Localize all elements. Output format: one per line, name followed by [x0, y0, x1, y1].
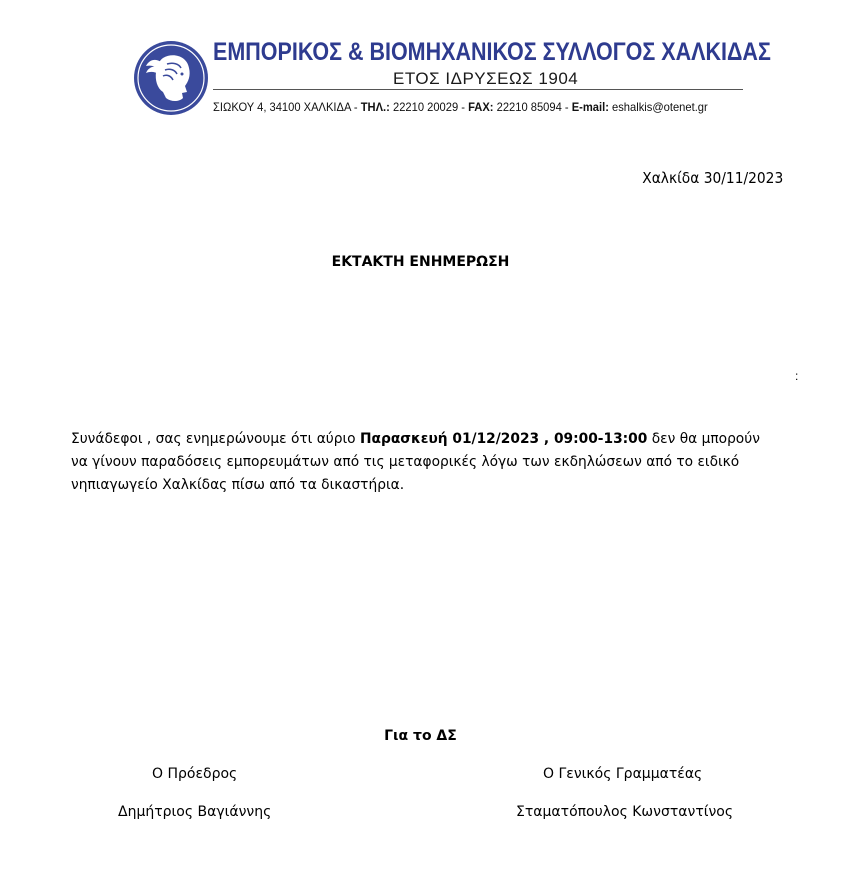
stray-mark: :	[795, 369, 799, 383]
fax-label: FAX:	[468, 100, 494, 114]
founding-year: ΕΤΟΣ ΙΔΡΥΣΕΩΣ 1904	[393, 69, 579, 88]
document-title: ΕΚΤΑΚΤΗ ΕΝΗΜΕΡΩΣΗ	[331, 254, 510, 270]
paragraph-intro: Συνάδεφοι , σας ενημερώνουμε ότι αύριο	[71, 431, 360, 447]
address: ΣΙΩΚΟΥ 4, 34100 ΧΑΛΚΙΔΑ -	[213, 100, 361, 114]
hermes-head-icon	[133, 40, 209, 116]
paragraph-rest: δεν θα μπορούν να γίνουν παραδόσεις εμπορευμάτων από τις μεταφορικές λόγω των εκδηλώσεων από το ειδικό νηπιαγωγείο Χαλκίδας πίσω από τα δικαστήρια.	[71, 431, 760, 493]
secretary-title: Ο Γενικός Γραμματέας	[543, 766, 703, 782]
for-board-label: Για το ΔΣ	[384, 728, 457, 744]
tel-number: 22210 20029 -	[389, 100, 469, 114]
contact-info	[213, 100, 708, 114]
date-line: Χαλκίδα 30/11/2023	[642, 169, 783, 187]
secretary-name: Σταματόπουλος Κωνσταντίνος	[516, 804, 734, 820]
organization-name: ΕΜΠΟΡΙΚΟΣ & ΒΙΟΜΗΧΑΝΙΚΟΣ ΣΥΛΛΟΓΟΣ ΧΑΛΚΙΔΑΣ	[213, 38, 771, 66]
paragraph-highlight: Παρασκευή 01/12/2023 , 09:00-13:00	[359, 431, 648, 447]
tel-label: ΤΗΛ.:	[360, 100, 390, 114]
announcement-paragraph	[71, 428, 765, 497]
email-label: E-mail:	[571, 100, 609, 114]
president-title: Ο Πρόεδρος	[152, 766, 238, 782]
email-address: eshalkis@otenet.gr	[608, 100, 708, 114]
letterhead-divider	[213, 89, 743, 90]
president-name: Δημήτριος Βαγιάννης	[118, 804, 272, 820]
fax-number: 22210 85094 -	[493, 100, 572, 114]
